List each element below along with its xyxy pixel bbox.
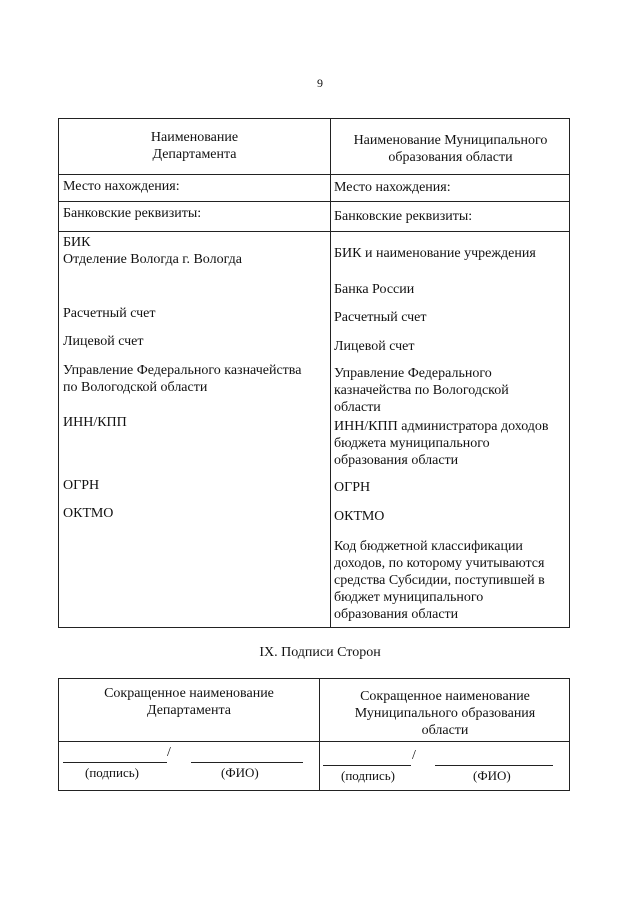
- department-location: Место нахождения:: [63, 179, 180, 194]
- department-signature-line: [63, 762, 167, 763]
- requisites-table: [58, 118, 570, 628]
- municipality-signature-label: (подпись): [341, 768, 395, 783]
- municipality-ogrn: ОГРН: [334, 480, 371, 495]
- municipality-bank-details: Банковские реквизиты:: [334, 209, 473, 224]
- municipality-bik: БИК и наименование учреждения: [334, 246, 536, 261]
- municipality-treasury: Управление Федерального казначейства по Вологодской области: [334, 366, 509, 415]
- department-settlement-account: Расчетный счет: [63, 306, 156, 321]
- municipality-budget-code: Код бюджетной классификации доходов, по которому учитываются средства Субсидии, поступившей в бюджет муниципального образования области: [334, 539, 545, 622]
- municipality-bank-russia: Банка России: [334, 282, 415, 297]
- department-branch: Отделение Вологда г. Вологда: [63, 252, 242, 267]
- municipality-personal-account: Лицевой счет: [334, 339, 415, 354]
- department-ogrn: ОГРН: [63, 478, 100, 493]
- municipality-slash: /: [412, 748, 416, 763]
- municipality-oktmo: ОКТМО: [334, 509, 385, 524]
- municipality-location: Место нахождения:: [334, 180, 451, 195]
- department-personal-account: Лицевой счет: [63, 334, 144, 349]
- page-number: 9: [317, 76, 323, 90]
- department-slash: /: [167, 745, 171, 760]
- department-name-label: (ФИО): [221, 765, 259, 780]
- municipality-header: Наименование Муниципального образования области: [353, 133, 548, 165]
- signatures-table: [58, 678, 570, 791]
- department-oktmo: ОКТМО: [63, 506, 114, 521]
- department-signature-label: (подпись): [85, 765, 139, 780]
- department-treasury: Управление Федерального казначейства по Вологодской области: [63, 363, 302, 395]
- municipality-signature-line: [323, 765, 411, 766]
- municipality-settlement-account: Расчетный счет: [334, 310, 427, 325]
- department-inn-kpp: ИНН/КПП: [63, 415, 127, 430]
- department-bik: БИК: [63, 235, 91, 250]
- municipality-name-line: [435, 765, 553, 766]
- department-bank-details: Банковские реквизиты:: [63, 206, 202, 221]
- department-short-name: Сокращенное наименование Департамента: [104, 686, 274, 718]
- department-name-line: [191, 762, 303, 763]
- municipality-short-name: Сокращенное наименование Муниципального образования области: [354, 689, 536, 738]
- municipality-name-label: (ФИО): [473, 768, 511, 783]
- municipality-inn-kpp: ИНН/КПП администратора доходов бюджета муниципального образования области: [334, 419, 549, 468]
- department-header: Наименование Департамента: [150, 130, 239, 162]
- section-title: IX. Подписи Сторон: [259, 645, 381, 660]
